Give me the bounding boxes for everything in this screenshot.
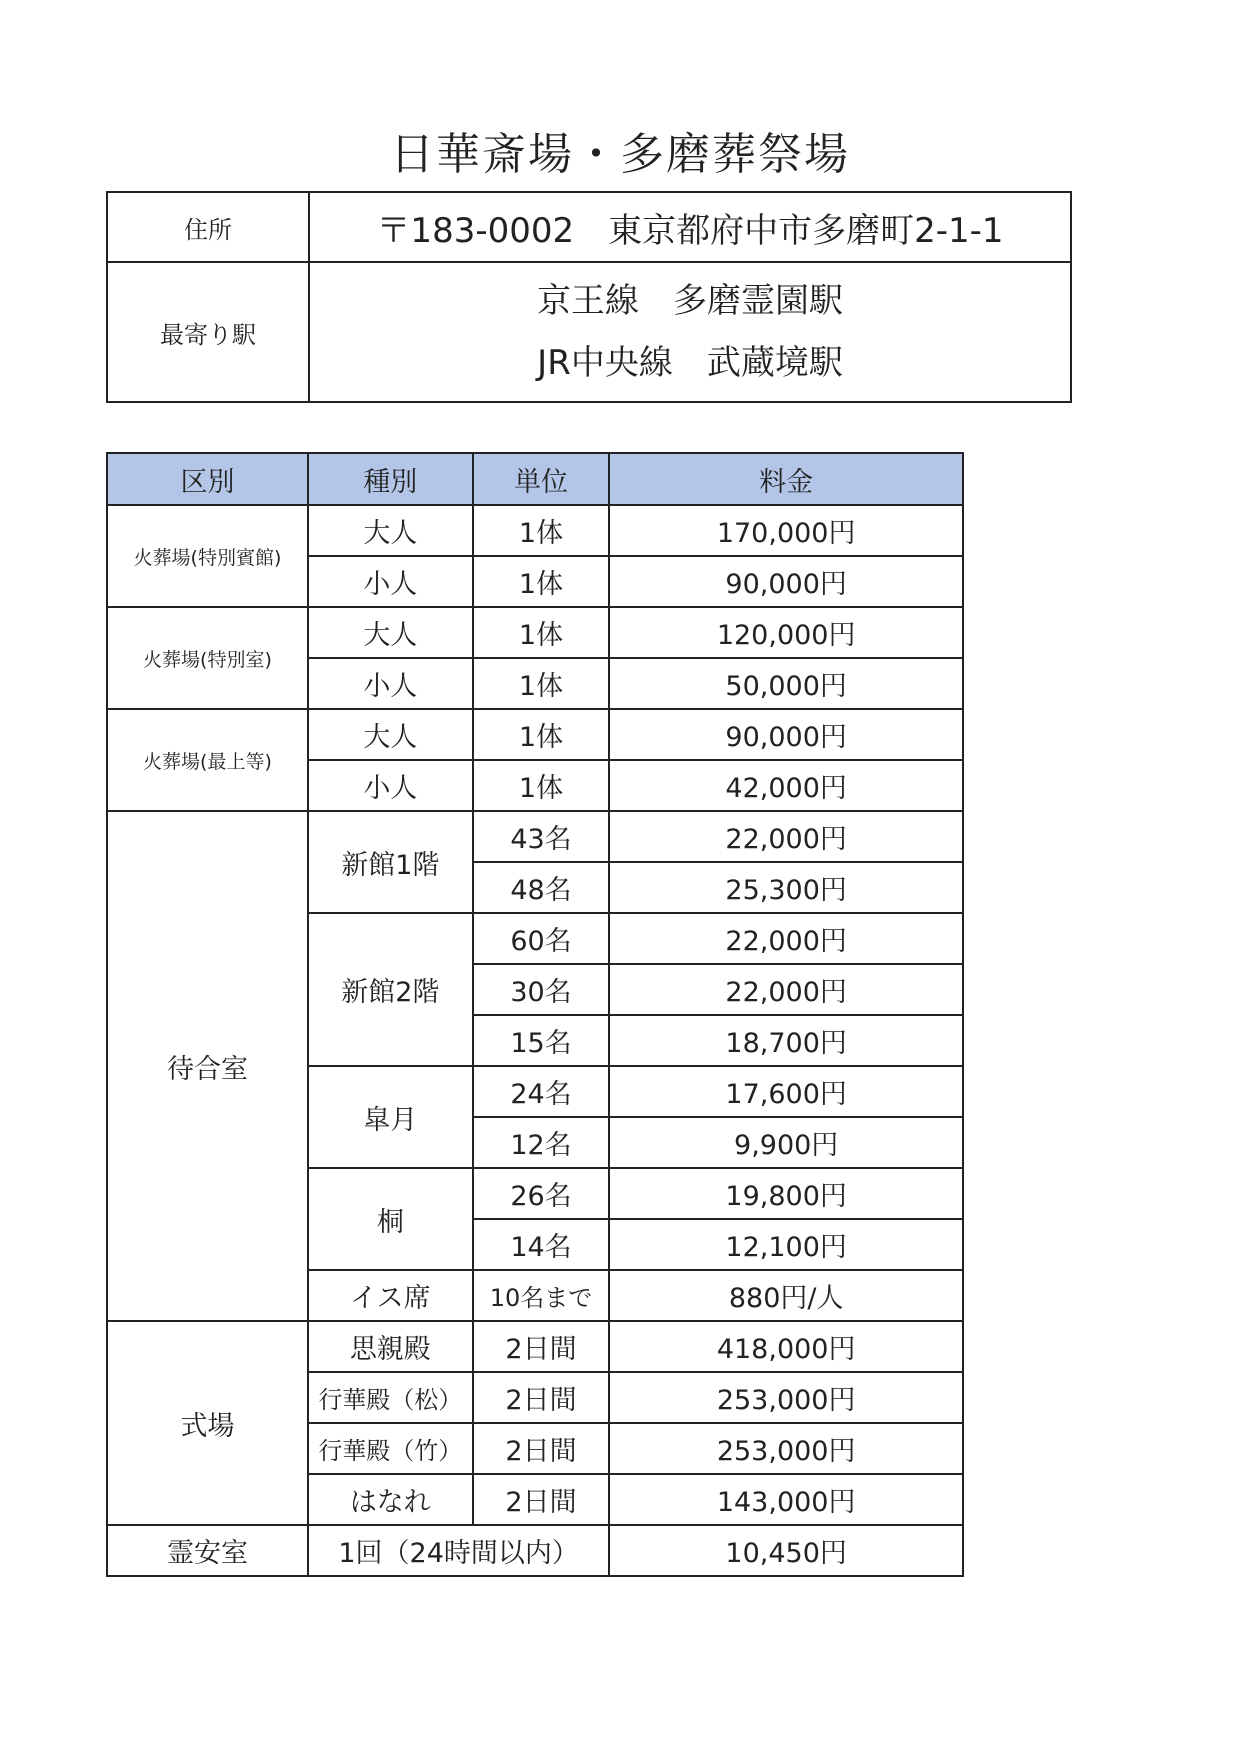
price-cell: 18,700円 <box>609 1015 963 1066</box>
price-cell: 22,000円 <box>609 964 963 1015</box>
type-cell: 皐月 <box>308 1066 473 1168</box>
address-value: 〒183-0002 東京都府中市多磨町2-1-1 <box>309 192 1071 262</box>
type-cell: 大人 <box>308 607 473 658</box>
unit-cell: 60名 <box>473 913 610 964</box>
unit-cell: 14名 <box>473 1219 610 1270</box>
price-cell: 17,600円 <box>609 1066 963 1117</box>
price-cell: 170,000円 <box>609 505 963 556</box>
type-cell: 行華殿（松） <box>308 1372 473 1423</box>
table-row <box>107 607 963 658</box>
type-cell: 行華殿（竹） <box>308 1423 473 1474</box>
station-values <box>309 262 1071 402</box>
table-row <box>107 709 963 760</box>
category-cell: 火葬場(最上等) <box>107 709 308 811</box>
table-row <box>107 811 963 862</box>
type-cell: 新館1階 <box>308 811 473 913</box>
type-cell: 新館2階 <box>308 913 473 1066</box>
unit-cell: 1体 <box>473 658 610 709</box>
type-cell: 小人 <box>308 760 473 811</box>
price-cell: 22,000円 <box>609 913 963 964</box>
unit-cell: 30名 <box>473 964 610 1015</box>
price-cell: 120,000円 <box>609 607 963 658</box>
header-type: 種別 <box>308 453 473 505</box>
price-cell: 253,000円 <box>609 1423 963 1474</box>
unit-cell: 2日間 <box>473 1372 610 1423</box>
category-cell: 式場 <box>107 1321 308 1525</box>
price-cell: 418,000円 <box>609 1321 963 1372</box>
type-cell: 小人 <box>308 556 473 607</box>
unit-cell: 2日間 <box>473 1321 610 1372</box>
type-cell: 桐 <box>308 1168 473 1270</box>
header-unit: 単位 <box>473 453 610 505</box>
unit-cell: 48名 <box>473 862 610 913</box>
category-cell: 霊安室 <box>107 1525 308 1576</box>
header-category: 区別 <box>107 453 308 505</box>
price-cell: 90,000円 <box>609 709 963 760</box>
type-cell: イス席 <box>308 1270 473 1321</box>
unit-cell: 1体 <box>473 607 610 658</box>
table-row <box>107 1525 963 1576</box>
unit-cell: 1回（24時間以内） <box>308 1525 609 1576</box>
address-label: 住所 <box>107 192 309 262</box>
table-row <box>107 1321 963 1372</box>
unit-cell: 10名まで <box>473 1270 610 1321</box>
price-cell: 9,900円 <box>609 1117 963 1168</box>
table-row <box>107 505 963 556</box>
page-title: 日華斎場・多磨葬祭場 <box>390 129 850 180</box>
price-cell: 143,000円 <box>609 1474 963 1525</box>
type-cell: はなれ <box>308 1474 473 1525</box>
address-row <box>107 192 1071 262</box>
facility-info-table <box>106 191 1072 403</box>
station-row <box>107 262 1071 402</box>
price-cell: 10,450円 <box>609 1525 963 1576</box>
unit-cell: 12名 <box>473 1117 610 1168</box>
type-cell: 思親殿 <box>308 1321 473 1372</box>
type-cell: 小人 <box>308 658 473 709</box>
price-cell: 90,000円 <box>609 556 963 607</box>
unit-cell: 1体 <box>473 556 610 607</box>
unit-cell: 43名 <box>473 811 610 862</box>
unit-cell: 1体 <box>473 760 610 811</box>
unit-cell: 15名 <box>473 1015 610 1066</box>
price-cell: 253,000円 <box>609 1372 963 1423</box>
price-cell: 42,000円 <box>609 760 963 811</box>
unit-cell: 26名 <box>473 1168 610 1219</box>
unit-cell: 1体 <box>473 505 610 556</box>
price-cell: 12,100円 <box>609 1219 963 1270</box>
header-price: 料金 <box>609 453 963 505</box>
price-cell: 50,000円 <box>609 658 963 709</box>
fee-header-row <box>107 453 963 505</box>
station-jr: JR中央線 武蔵境駅 <box>537 343 843 383</box>
station-label: 最寄り駅 <box>107 262 309 402</box>
unit-cell: 24名 <box>473 1066 610 1117</box>
fee-table <box>106 452 964 1577</box>
category-cell: 火葬場(特別室) <box>107 607 308 709</box>
category-cell: 待合室 <box>107 811 308 1321</box>
price-cell: 22,000円 <box>609 811 963 862</box>
type-cell: 大人 <box>308 709 473 760</box>
category-cell: 火葬場(特別賓館) <box>107 505 308 607</box>
price-cell: 880円/人 <box>609 1270 963 1321</box>
price-cell: 25,300円 <box>609 862 963 913</box>
type-cell: 大人 <box>308 505 473 556</box>
price-cell: 19,800円 <box>609 1168 963 1219</box>
unit-cell: 2日間 <box>473 1474 610 1525</box>
station-keio: 京王線 多磨霊園駅 <box>537 281 843 321</box>
unit-cell: 2日間 <box>473 1423 610 1474</box>
unit-cell: 1体 <box>473 709 610 760</box>
